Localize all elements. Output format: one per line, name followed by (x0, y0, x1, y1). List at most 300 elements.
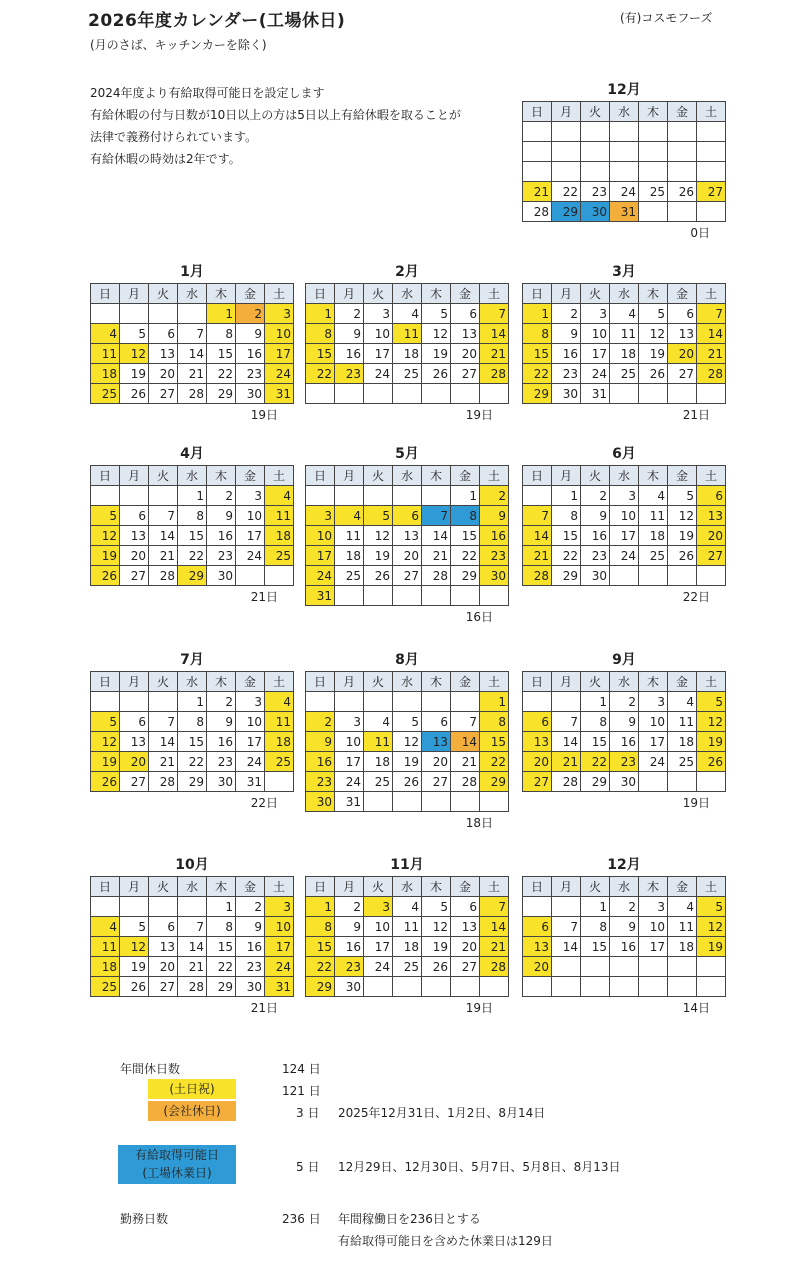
day-cell: 11 (364, 732, 393, 752)
day-cell: 16 (236, 344, 265, 364)
weekday-header: 土 (697, 284, 726, 304)
month-title: 1月 (180, 264, 204, 280)
day-cell: 4 (668, 692, 697, 712)
day-cell: 21 (178, 364, 207, 384)
page-title: 2026年度カレンダー(工場休日) (88, 11, 346, 31)
empty-cell (120, 486, 149, 506)
day-cell: 25 (639, 182, 668, 202)
empty-cell (91, 304, 120, 324)
empty-cell (364, 384, 393, 404)
company-name: (有)コスモフーズ (620, 11, 713, 25)
empty-cell (393, 692, 422, 712)
day-cell: 3 (639, 692, 668, 712)
day-cell: 29 (178, 772, 207, 792)
day-cell: 30 (552, 384, 581, 404)
day-cell: 9 (581, 506, 610, 526)
weekday-header: 木 (639, 466, 668, 486)
day-cell: 5 (91, 506, 120, 526)
weekday-header: 日 (523, 466, 552, 486)
day-cell: 30 (306, 792, 335, 812)
day-cell: 23 (552, 364, 581, 384)
empty-cell (393, 977, 422, 997)
month-calendar (305, 262, 509, 423)
day-cell: 17 (335, 752, 364, 772)
day-cell: 17 (306, 546, 335, 566)
weekday-header: 土 (265, 466, 294, 486)
empty-cell (364, 792, 393, 812)
day-cell: 19 (422, 937, 451, 957)
day-cell: 30 (207, 772, 236, 792)
day-cell: 31 (581, 384, 610, 404)
day-cell: 22 (306, 364, 335, 384)
day-cell: 1 (178, 486, 207, 506)
empty-cell (610, 977, 639, 997)
day-cell: 4 (335, 506, 364, 526)
day-cell: 18 (639, 526, 668, 546)
day-cell: 26 (668, 182, 697, 202)
month-title: 4月 (180, 446, 204, 462)
empty-cell (552, 692, 581, 712)
day-cell: 9 (610, 917, 639, 937)
month-table (522, 876, 726, 997)
day-cell: 19 (393, 752, 422, 772)
day-cell: 11 (91, 937, 120, 957)
day-cell: 13 (451, 324, 480, 344)
day-cell: 12 (668, 506, 697, 526)
empty-cell (610, 384, 639, 404)
day-cell: 13 (697, 506, 726, 526)
day-cell: 13 (120, 732, 149, 752)
day-cell: 22 (552, 182, 581, 202)
day-cell: 17 (581, 344, 610, 364)
empty-cell (335, 486, 364, 506)
empty-cell (422, 486, 451, 506)
day-cell: 22 (552, 546, 581, 566)
day-cell: 8 (523, 324, 552, 344)
month-table (522, 465, 726, 586)
day-cell: 29 (451, 566, 480, 586)
day-cell: 6 (523, 712, 552, 732)
day-cell: 10 (610, 506, 639, 526)
empty-cell (451, 384, 480, 404)
day-cell: 1 (207, 897, 236, 917)
day-cell: 12 (120, 344, 149, 364)
empty-cell (523, 162, 552, 182)
month-calendar (522, 80, 726, 241)
weekday-header: 火 (364, 877, 393, 897)
month-calendar (305, 855, 509, 1016)
day-cell: 25 (668, 752, 697, 772)
day-cell: 6 (451, 897, 480, 917)
day-cell: 15 (178, 732, 207, 752)
empty-cell (149, 897, 178, 917)
weekday-header: 火 (581, 672, 610, 692)
day-cell: 16 (207, 732, 236, 752)
day-cell: 24 (581, 364, 610, 384)
month-title: 2月 (395, 264, 419, 280)
day-cell: 16 (236, 937, 265, 957)
annual-holidays-label: 年間休日数 (120, 1062, 181, 1076)
month-calendar (522, 855, 726, 1016)
working-days-count: 19日 (682, 796, 710, 810)
weekday-header: 日 (91, 877, 120, 897)
weekday-header: 金 (668, 102, 697, 122)
day-cell: 19 (364, 546, 393, 566)
weekday-header: 日 (91, 672, 120, 692)
day-cell: 17 (639, 732, 668, 752)
weekday-header: 月 (552, 672, 581, 692)
day-cell: 14 (178, 344, 207, 364)
day-cell: 16 (335, 937, 364, 957)
day-cell: 26 (120, 384, 149, 404)
day-cell: 2 (207, 486, 236, 506)
day-cell: 12 (639, 324, 668, 344)
day-cell: 5 (697, 897, 726, 917)
day-cell: 14 (480, 324, 509, 344)
day-cell: 30 (335, 977, 364, 997)
day-cell: 22 (523, 364, 552, 384)
day-cell: 23 (306, 772, 335, 792)
day-cell: 29 (178, 566, 207, 586)
day-cell: 14 (552, 732, 581, 752)
working-days-count: 19日 (465, 408, 493, 422)
day-cell: 3 (364, 897, 393, 917)
day-cell: 11 (393, 324, 422, 344)
empty-cell (422, 586, 451, 606)
empty-cell (697, 772, 726, 792)
day-cell: 23 (335, 957, 364, 977)
day-cell: 7 (422, 506, 451, 526)
day-cell: 21 (422, 546, 451, 566)
day-cell: 13 (668, 324, 697, 344)
day-cell: 28 (480, 364, 509, 384)
day-cell: 18 (668, 937, 697, 957)
empty-cell (480, 586, 509, 606)
weekday-header: 月 (335, 284, 364, 304)
day-cell: 25 (364, 772, 393, 792)
empty-cell (480, 792, 509, 812)
day-cell: 14 (697, 324, 726, 344)
month-calendar (90, 262, 294, 423)
empty-cell (523, 142, 552, 162)
weekday-header: 月 (335, 877, 364, 897)
day-cell: 8 (552, 506, 581, 526)
empty-cell (581, 977, 610, 997)
day-cell: 1 (480, 692, 509, 712)
company-holiday-dates: 2025年12月31日、1月2日、8月14日 (338, 1106, 546, 1120)
day-cell: 29 (207, 977, 236, 997)
working-days-count: 19日 (465, 1001, 493, 1015)
empty-cell (335, 384, 364, 404)
working-days-count: 22日 (250, 796, 278, 810)
day-cell: 27 (422, 772, 451, 792)
day-cell: 14 (149, 526, 178, 546)
weekday-header: 土 (265, 284, 294, 304)
day-cell: 4 (610, 304, 639, 324)
day-cell: 27 (697, 182, 726, 202)
month-table (90, 671, 294, 792)
weekday-header: 月 (552, 102, 581, 122)
day-cell: 9 (610, 712, 639, 732)
empty-cell (422, 792, 451, 812)
day-cell: 6 (120, 506, 149, 526)
day-cell: 10 (581, 324, 610, 344)
empty-cell (581, 122, 610, 142)
weekday-header: 火 (581, 877, 610, 897)
empty-cell (306, 486, 335, 506)
day-cell: 2 (306, 712, 335, 732)
month-title: 7月 (180, 652, 204, 668)
weekday-header: 日 (306, 284, 335, 304)
month-table (522, 671, 726, 792)
empty-cell (697, 957, 726, 977)
day-cell: 10 (265, 324, 294, 344)
day-cell: 12 (393, 732, 422, 752)
paid-leave-label: 有給取得可能日 (134, 1148, 219, 1162)
day-cell: 19 (639, 344, 668, 364)
day-cell: 21 (480, 937, 509, 957)
day-cell: 28 (178, 977, 207, 997)
weekday-header: 水 (393, 466, 422, 486)
day-cell: 24 (364, 364, 393, 384)
month-calendar (522, 262, 726, 423)
day-cell: 21 (451, 752, 480, 772)
empty-cell (697, 122, 726, 142)
day-cell: 14 (480, 917, 509, 937)
empty-cell (523, 977, 552, 997)
day-cell: 7 (480, 304, 509, 324)
day-cell: 27 (393, 566, 422, 586)
empty-cell (697, 566, 726, 586)
empty-cell (91, 897, 120, 917)
weekday-header: 月 (552, 284, 581, 304)
weekday-header: 土 (697, 102, 726, 122)
empty-cell (480, 977, 509, 997)
day-cell: 20 (697, 526, 726, 546)
day-cell: 17 (236, 732, 265, 752)
day-cell: 26 (668, 546, 697, 566)
empty-cell (668, 772, 697, 792)
note-line: 法律で義務付けられています。 (90, 130, 258, 144)
weekday-header: 土 (480, 877, 509, 897)
day-cell: 15 (552, 526, 581, 546)
month-title: 8月 (395, 652, 419, 668)
empty-cell (639, 122, 668, 142)
day-cell: 1 (581, 692, 610, 712)
weekday-header: 土 (697, 672, 726, 692)
day-cell: 3 (364, 304, 393, 324)
weekday-header: 月 (120, 877, 149, 897)
empty-cell (610, 122, 639, 142)
day-cell: 22 (178, 546, 207, 566)
day-cell: 20 (422, 752, 451, 772)
day-cell: 22 (178, 752, 207, 772)
day-cell: 6 (149, 324, 178, 344)
weekday-header: 日 (306, 877, 335, 897)
empty-cell (120, 897, 149, 917)
weekday-header: 金 (451, 877, 480, 897)
empty-cell (668, 566, 697, 586)
day-cell: 15 (306, 937, 335, 957)
day-cell: 5 (120, 917, 149, 937)
weekday-header: 金 (451, 672, 480, 692)
day-cell: 28 (697, 364, 726, 384)
empty-cell (639, 977, 668, 997)
total-off-days-note: 有給取得可能日を含めた休業日は129日 (338, 1234, 553, 1248)
day-cell: 6 (393, 506, 422, 526)
day-cell: 24 (265, 364, 294, 384)
weekday-header: 金 (668, 877, 697, 897)
note-line: 有給休暇の付与日数が10日以上の方は5日以上有給休暇を取ることが (90, 108, 461, 122)
empty-cell (523, 486, 552, 506)
weekday-header: 月 (120, 284, 149, 304)
weekday-header: 水 (393, 877, 422, 897)
weekday-header: 金 (236, 466, 265, 486)
day-cell: 2 (236, 897, 265, 917)
day-cell: 4 (393, 897, 422, 917)
day-cell: 18 (335, 546, 364, 566)
day-cell: 6 (697, 486, 726, 506)
empty-cell (581, 162, 610, 182)
day-cell: 9 (480, 506, 509, 526)
day-cell: 18 (265, 526, 294, 546)
empty-cell (335, 692, 364, 712)
day-cell: 17 (265, 937, 294, 957)
day-cell: 11 (639, 506, 668, 526)
day-cell: 1 (451, 486, 480, 506)
empty-cell (91, 486, 120, 506)
empty-cell (581, 957, 610, 977)
notes (90, 82, 461, 170)
weekday-header: 火 (149, 284, 178, 304)
empty-cell (393, 792, 422, 812)
day-cell: 4 (393, 304, 422, 324)
empty-cell (523, 692, 552, 712)
empty-cell (697, 142, 726, 162)
empty-cell (393, 586, 422, 606)
weekday-header: 水 (178, 466, 207, 486)
day-cell: 4 (91, 917, 120, 937)
weekday-header: 日 (523, 877, 552, 897)
empty-cell (552, 162, 581, 182)
day-cell: 1 (523, 304, 552, 324)
day-cell: 23 (610, 752, 639, 772)
working-days-count: 22日 (682, 590, 710, 604)
day-cell: 21 (480, 344, 509, 364)
weekday-header: 日 (91, 466, 120, 486)
day-cell: 2 (335, 304, 364, 324)
day-cell: 25 (91, 384, 120, 404)
day-cell: 8 (207, 917, 236, 937)
day-cell: 9 (236, 917, 265, 937)
day-cell: 24 (236, 546, 265, 566)
empty-cell (265, 566, 294, 586)
day-cell: 22 (207, 364, 236, 384)
page-subtitle: (月のさば、キッチンカーを除く) (90, 38, 267, 52)
empty-cell (639, 957, 668, 977)
day-cell: 18 (364, 752, 393, 772)
day-cell: 18 (610, 344, 639, 364)
day-cell: 13 (451, 917, 480, 937)
day-cell: 23 (581, 546, 610, 566)
day-cell: 14 (451, 732, 480, 752)
weekday-header: 土 (265, 672, 294, 692)
month-table (90, 876, 294, 997)
day-cell: 7 (480, 897, 509, 917)
weekday-header: 木 (639, 877, 668, 897)
working-days-count: 19日 (250, 408, 278, 422)
day-cell: 24 (610, 182, 639, 202)
weekday-header: 月 (552, 466, 581, 486)
weekday-header: 金 (451, 284, 480, 304)
day-cell: 15 (207, 344, 236, 364)
month-title: 10月 (175, 857, 209, 873)
weekday-header: 土 (480, 466, 509, 486)
day-cell: 16 (610, 732, 639, 752)
day-cell: 31 (265, 384, 294, 404)
day-cell: 3 (581, 304, 610, 324)
weekday-header: 木 (422, 466, 451, 486)
empty-cell (451, 792, 480, 812)
weekday-header: 水 (393, 284, 422, 304)
day-cell: 23 (236, 957, 265, 977)
day-cell: 18 (393, 937, 422, 957)
day-cell: 25 (393, 364, 422, 384)
day-cell: 19 (120, 957, 149, 977)
day-cell: 12 (422, 324, 451, 344)
company-holiday-legend-chip: (会社休日) (148, 1101, 236, 1121)
paid-leave-legend-chip (118, 1145, 236, 1184)
day-cell: 2 (236, 304, 265, 324)
weekday-header: 金 (668, 672, 697, 692)
month-title: 9月 (612, 652, 636, 668)
day-cell: 17 (265, 344, 294, 364)
day-cell: 15 (581, 937, 610, 957)
day-cell: 16 (306, 752, 335, 772)
day-cell: 19 (697, 732, 726, 752)
empty-cell (610, 162, 639, 182)
weekday-header: 金 (236, 877, 265, 897)
day-cell: 31 (335, 792, 364, 812)
day-cell: 4 (91, 324, 120, 344)
empty-cell (236, 566, 265, 586)
day-cell: 30 (480, 566, 509, 586)
day-cell: 27 (451, 957, 480, 977)
day-cell: 30 (610, 772, 639, 792)
working-days-note: 年間稼働日を236日とする (338, 1212, 481, 1226)
paid-leave-value: 5 日 (296, 1160, 320, 1174)
weekday-header: 日 (91, 284, 120, 304)
weekday-header: 水 (178, 672, 207, 692)
day-cell: 12 (91, 526, 120, 546)
empty-cell (668, 384, 697, 404)
empty-cell (697, 202, 726, 222)
day-cell: 20 (149, 364, 178, 384)
day-cell: 1 (552, 486, 581, 506)
day-cell: 29 (306, 977, 335, 997)
day-cell: 25 (639, 546, 668, 566)
day-cell: 29 (552, 566, 581, 586)
weekday-header: 金 (236, 672, 265, 692)
working-days-value: 236 日 (282, 1212, 321, 1226)
weekday-header: 水 (610, 284, 639, 304)
day-cell: 25 (393, 957, 422, 977)
day-cell: 28 (523, 566, 552, 586)
day-cell: 20 (451, 937, 480, 957)
day-cell: 17 (610, 526, 639, 546)
day-cell: 12 (364, 526, 393, 546)
empty-cell (639, 772, 668, 792)
